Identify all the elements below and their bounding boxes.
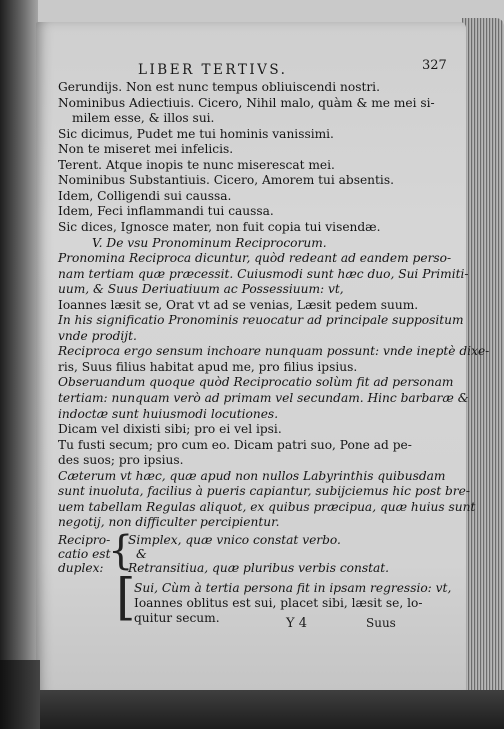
rule-line: Sui, Cùm à tertia persona fit in ipsam regressio: vt, (134, 580, 452, 595)
text-line: Pronomina Reciproca dicuntur, quòd redeant ad eandem perso- (58, 251, 452, 266)
bracket-glyph: [ (116, 567, 136, 626)
text-line: Tu fusti secum; pro cum eo. Dicam patri suo, Pone ad pe- (58, 437, 412, 452)
text-line: nam tertiam quæ præcessit. Cuiusmodi sunt hæc duo, Sui Primiti- (58, 266, 469, 281)
left-page-edge (0, 660, 40, 729)
text-line: In his significatio Pronominis reuocatur ad principale suppositum (58, 313, 464, 328)
table-option-et: & (136, 546, 147, 561)
table-option-simplex: Simplex, quæ vnico constat verbo. (128, 532, 341, 547)
page-number: 327 (422, 58, 447, 73)
text-line: Terent. Atque inopis te nunc miserescat mei. (58, 157, 335, 172)
table-label-line: duplex: (58, 560, 104, 575)
text-line: sunt inuoluta, facilius à pueris capiantur, subijciemus hic post bre- (58, 484, 470, 499)
text-line: milem esse, & illos sui. (72, 111, 215, 126)
rule-line: quitur secum. (134, 610, 220, 625)
catchword: Suus (366, 616, 396, 630)
shadow-bottom (0, 690, 504, 729)
text-line: ris, Suus filius habitat apud me, pro filius ipsius. (58, 359, 358, 374)
signature-mark: Y 4 (286, 616, 307, 631)
text-line: Obseruandum quoque quòd Reciprocatio solùm fit ad personam (58, 375, 454, 390)
text-line: Reciproca ergo sensum inchoare nunquam possunt: vnde ineptè dixe- (58, 344, 490, 359)
book-gutter (0, 0, 38, 729)
text-line: uum, & Suus Deriuatiuum ac Possessiuum: vt, (58, 282, 344, 297)
text-line: vnde prodijt. (58, 328, 137, 343)
text-line: negotij, non difficulter percipientur. (58, 515, 280, 530)
text-line: uem tabellam Regulas aliquot, ex quibus præcipua, quæ huius sunt (58, 499, 476, 514)
text-line: Gerundijs. Non est nunc tempus obliuiscendi nostri. (58, 80, 380, 94)
text-line: Nominibus Adiectiuis. Cicero, Nihil malo, quàm & me mei si- (58, 95, 435, 110)
text-line: Sic dicimus, Pudet me tui hominis vanissimi. (58, 126, 334, 141)
text-line: Idem, Feci inflammandi tui caussa. (58, 204, 274, 219)
brace-glyph: { (108, 527, 134, 574)
text-line: Dicam vel dixisti sibi; pro ei vel ipsi. (58, 422, 282, 437)
table-label-line: Recipro- (58, 532, 111, 547)
text-line: Idem, Colligendi sui caussa. (58, 188, 232, 203)
text-line: Cæterum vt hæc, quæ apud non nullos Labyrinthis quibusdam (58, 468, 446, 483)
text-line: Non te miseret mei infelicis. (58, 142, 234, 157)
table-option-retransitiua: Retransitiua, quæ pluribus verbis constat. (128, 560, 390, 575)
section-heading: V. De vsu Pronominum Reciprocorum. (92, 235, 327, 250)
page-edges (462, 18, 504, 708)
text-line: indoctæ sunt huiusmodi locutiones. (58, 406, 279, 421)
text-line: Nominibus Substantiuis. Cicero, Amorem tui absentis. (58, 173, 394, 188)
text-line: des suos; pro ipsius. (58, 453, 184, 468)
text-line: Ioannes læsit se, Orat vt ad se venias, Læsit pedem suum. (58, 297, 419, 312)
rule-line: Ioannes oblitus est sui, placet sibi, læsit se, lo- (134, 595, 423, 610)
text-line: Sic dices, Ignosce mater, non fuit copia tui visendæ. (58, 219, 381, 234)
running-title: LIBER TERTIVS. (138, 62, 288, 78)
text-line: tertiam: nunquam verò ad primam vel secundam. Hinc barbaræ & (58, 391, 469, 405)
table-label-line: catio est (58, 546, 111, 561)
